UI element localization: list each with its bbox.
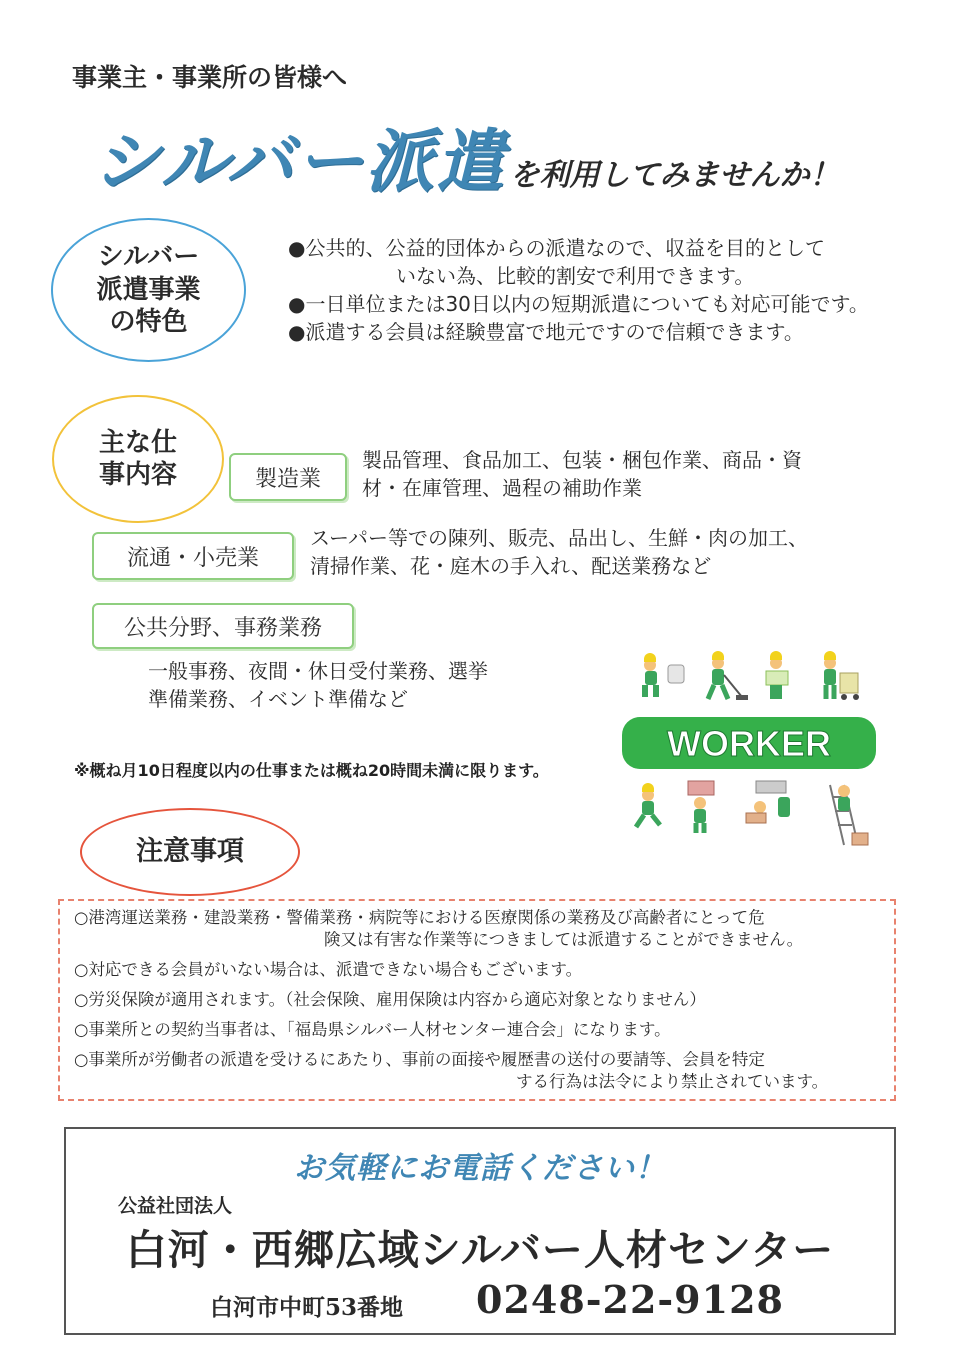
title-sub: を利用してみませんか！ [509, 158, 840, 193]
corporation-type: 公益社団法人 [118, 1195, 233, 1217]
caution-box [58, 899, 896, 1101]
feature-line: ●一日単位または30日以内の短期派遣についても対応可能です。 [288, 292, 869, 316]
jobs-note: ※概ね月10日程度以内の仕事または概ね20時間未満に限ります。 [74, 761, 549, 780]
desc-line: スーパー等での陳列、販売、品出し、生鮮・肉の加工、 [310, 526, 808, 550]
feature-line: ●公共的、公益的団体からの派遣なので、収益を目的として [288, 236, 826, 260]
features-label-line: 派遣事業 [96, 274, 201, 305]
caution-line: する行為は法令により禁止されています。 [516, 1072, 829, 1091]
desc-line: 準備業務、イベント準備など [148, 687, 408, 711]
tag-manufacturing: 製造業 [229, 453, 347, 501]
title-main: シルバー派遣 [92, 123, 506, 202]
caution-item [74, 959, 884, 981]
address: 白河市中町53番地 [210, 1294, 404, 1321]
jobs-label-line: 事内容 [98, 460, 177, 490]
manufacturing-description [362, 446, 882, 502]
organization-name: 白河・西郷広域シルバー人材センター [125, 1226, 835, 1274]
worker-banner-text: WORKER [667, 723, 831, 764]
caution-line: ○労災保険が適用されます。（社会保険、雇用保険は内容から適応対象となりません） [74, 990, 706, 1009]
public-description [148, 657, 568, 713]
retail-description [310, 524, 890, 580]
desc-line: 製品管理、食品加工、包装・梱包作業、商品・資 [362, 448, 802, 472]
feature-line: ●派遣する会員は経験豊富で地元ですので信頼できます。 [288, 320, 804, 344]
tag-retail: 流通・小売業 [92, 532, 294, 580]
tag-public: 公共分野、事務業務 [92, 603, 354, 649]
call-heading: お気軽にお電話ください！ [294, 1151, 666, 1186]
worker-figures-top [642, 651, 859, 700]
worker-illustration [618, 645, 880, 855]
phone-number: 0248-22-9128 [476, 1277, 784, 1322]
contact-box [64, 1127, 896, 1335]
caution-line: ○港湾運送業務・建設業務・警備業務・病院等における医療関係の業務及び高齢者にとって危 [74, 908, 765, 927]
caution-item [74, 1049, 884, 1093]
jobs-label-line: 主な仕 [98, 427, 177, 458]
page-subtitle: 事業主・事業所の皆様へ [72, 63, 348, 92]
desc-line: 一般事務、夜間・休日受付業務、選挙 [148, 659, 488, 683]
desc-line: 材・在庫管理、過程の補助作業 [362, 476, 642, 500]
jobs-label [52, 395, 224, 523]
feature-line: いない為、比較的割安で利用できます。 [396, 264, 755, 288]
features-label-line: の特色 [109, 307, 188, 338]
caution-item [74, 907, 884, 951]
features-label [51, 218, 246, 362]
page-title [92, 108, 840, 205]
features-list [288, 234, 938, 346]
caution-line: ○対応できる会員がいない場合は、派遣できない場合もございます。 [74, 960, 583, 979]
features-label-line: シルバー [97, 242, 200, 273]
caution-label-text: 注意事項 [136, 836, 244, 868]
caution-line: ○事業所が労働者の派遣を受けるにあたり、事前の面接や履歴書の送付の要請等、会員を特定 [74, 1050, 765, 1069]
desc-line: 清掃作業、花・庭木の手入れ、配送業務など [310, 554, 712, 578]
caution-line: 険又は有害な作業等につきましては派遣することができません。 [324, 930, 804, 949]
caution-label [80, 808, 300, 896]
worker-figures-bottom [636, 781, 868, 845]
caution-item [74, 1019, 884, 1041]
caution-line: ○事業所との契約当事者は、「福島県シルバー人材センター連合会」になります。 [74, 1020, 671, 1039]
caution-item [74, 989, 884, 1011]
